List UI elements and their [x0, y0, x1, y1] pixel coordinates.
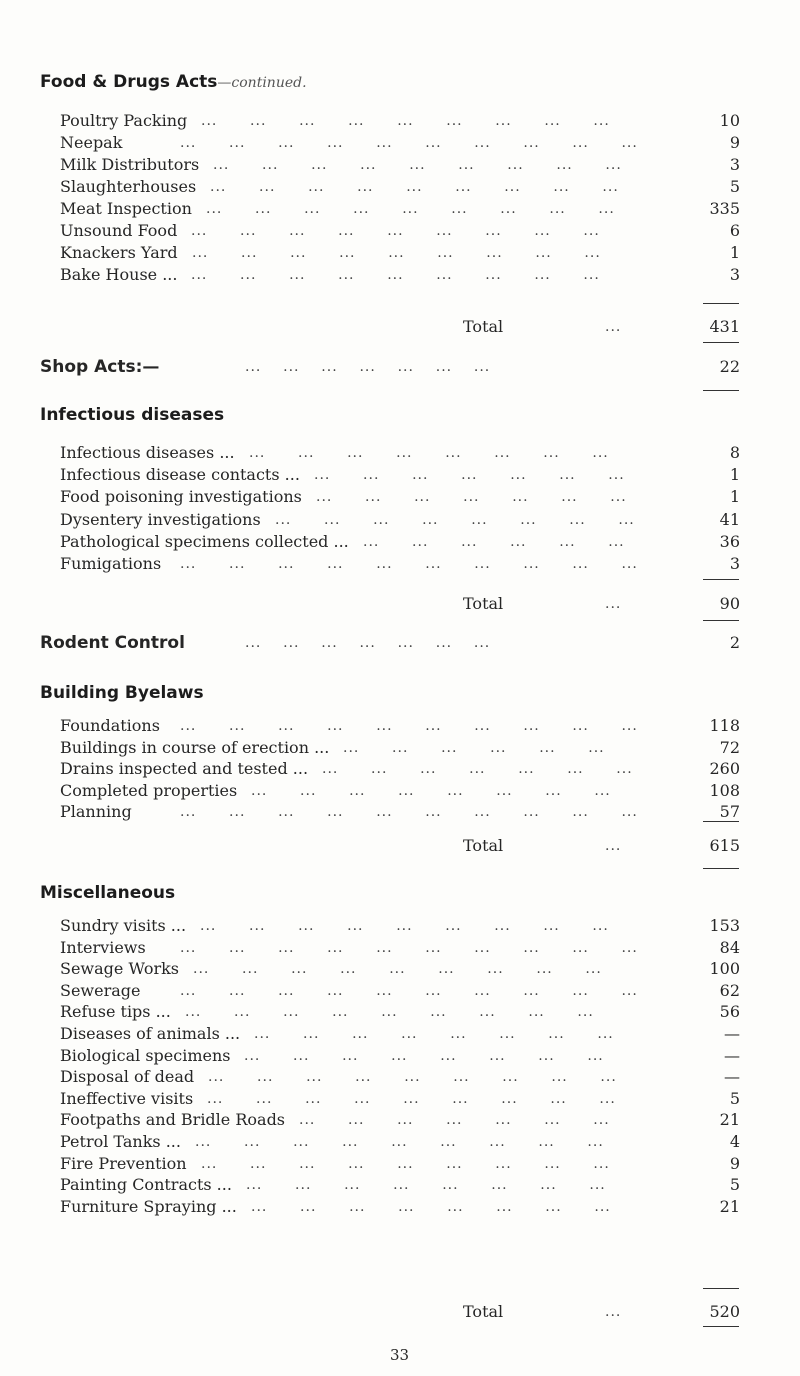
building-row [60, 715, 740, 737]
misc-row-label: Diseases of animals ... [60, 1024, 241, 1043]
misc-heading: Miscellaneous [40, 883, 176, 903]
leader-dots: ... ... ... ... ... ... ... ... [251, 1198, 611, 1215]
infectious-row-value: 3 [729, 554, 740, 573]
food-drugs-row-label: Milk Distributors [60, 155, 200, 174]
food-drugs-row [60, 220, 740, 242]
leader-dots: ... ... ... ... ... ... ... ... ... [208, 1069, 617, 1086]
total-rule [703, 1326, 739, 1327]
infectious-row-value: 36 [719, 531, 740, 551]
leader-dots: ... ... ... ... ... ... ... ... ... [201, 113, 610, 129]
misc-row [60, 1131, 740, 1153]
total-value: 90 [719, 594, 740, 613]
total-rule [703, 1288, 739, 1289]
building-total [60, 835, 740, 857]
leader-dots: ... ... ... ... ... ... ... ... ... [195, 1134, 604, 1150]
total-label: Total [463, 836, 504, 855]
food-drugs-row-value: 3 [729, 155, 740, 174]
total-rule [703, 342, 739, 343]
food-drugs-row-value: 5 [729, 177, 740, 196]
misc-row [60, 1196, 740, 1218]
misc-row-value: 9 [729, 1153, 740, 1173]
infectious-row [60, 531, 740, 553]
total-label: Total [463, 1302, 504, 1321]
food-drugs-row-value: 6 [729, 221, 740, 240]
misc-row-value: 4 [729, 1132, 740, 1151]
leader-dots: ... ... ... ... ... ... ... ... ... [191, 267, 600, 283]
building-row-label: Completed properties [60, 780, 238, 800]
building-row-label: Buildings in course of erection ... [60, 737, 330, 757]
shop-acts-heading: Shop Acts:— [40, 357, 160, 377]
total-label: Total [463, 317, 504, 336]
misc-row-label: Painting Contracts ... [60, 1175, 232, 1195]
building-row-label: Foundations [60, 716, 160, 735]
building-row-label: Planning [60, 802, 132, 821]
misc-row-value: 5 [729, 1175, 740, 1195]
food-drugs-row-value: 9 [729, 133, 740, 152]
infectious-heading: Infectious diseases [40, 405, 225, 425]
leader-dots: ... ... ... ... ... ... ... ... ... [191, 223, 600, 239]
leader-dots: ... ... ... ... ... ... ... ... ... ... [180, 556, 638, 572]
infectious-row [60, 442, 740, 464]
misc-row-label: Interviews [60, 937, 146, 957]
food-drugs-row-value: 10 [719, 111, 740, 130]
total-rule [703, 303, 739, 304]
leader-dots: ... ... ... ... ... ... ... ... [254, 1026, 614, 1042]
leader-dots: ... [605, 319, 622, 335]
infectious-row-label: Food poisoning investigations [60, 487, 302, 507]
misc-row-value: 153 [709, 916, 740, 935]
misc-row-label: Disposal of dead [60, 1067, 195, 1087]
leader-dots: ... ... ... ... ... ... ... ... ... [201, 1155, 610, 1172]
leader-dots: ... ... ... ... ... ... ... ... [244, 1047, 604, 1064]
leader-dots: ... ... ... ... ... ... [363, 533, 625, 550]
rodent-value: 2 [729, 633, 740, 652]
infectious-row [60, 553, 740, 575]
leader-dots: ... ... ... ... ... ... ... ... ... [193, 961, 602, 978]
infectious-row [60, 509, 740, 531]
misc-row [60, 937, 740, 959]
infectious-row-label: Dysentery investigations [60, 509, 261, 529]
leader-dots: ... ... ... ... ... ... ... [322, 761, 633, 777]
misc-row-value: 5 [729, 1088, 740, 1108]
building-row-value: 118 [709, 716, 740, 735]
misc-row-label: Refuse tips ... [60, 1002, 171, 1022]
leader-dots: ... [605, 838, 622, 854]
misc-row [60, 1001, 740, 1023]
leader-dots: ... ... ... ... ... ... ... ... ... [207, 1090, 616, 1107]
misc-row-value: — [724, 1067, 740, 1087]
leader-dots: ... ... ... ... ... ... ... ... ... ... [180, 718, 638, 734]
food-drugs-row-value: 1 [729, 243, 740, 262]
building-row-value: 72 [719, 737, 740, 757]
building-row [60, 737, 740, 759]
food-drugs-row-label: Neepak [60, 133, 123, 152]
shop-acts-row [40, 355, 740, 379]
misc-row [60, 980, 740, 1002]
total-rule [703, 821, 739, 822]
food-drugs-row [60, 198, 740, 220]
infectious-row [60, 464, 740, 486]
food-drugs-row [60, 242, 740, 264]
food-drugs-row-label: Bake House ... [60, 265, 178, 284]
misc-row-value: 100 [709, 959, 740, 979]
building-heading: Building Byelaws [40, 683, 204, 703]
building-row-value: 260 [709, 759, 740, 778]
food-drugs-row-value: 3 [729, 265, 740, 284]
food-drugs-heading [40, 72, 307, 92]
leader-dots: ... ... ... ... ... ... ... [316, 489, 627, 506]
building-row [60, 780, 740, 802]
misc-row-label: Sewerage [60, 980, 141, 1000]
leader-dots: ... ... ... ... ... ... ... ... ... ... [180, 135, 638, 151]
misc-row [60, 1066, 740, 1088]
leader-dots: ... ... ... ... ... ... ... ... ... [213, 157, 622, 173]
infectious-row-label: Infectious disease contacts ... [60, 465, 300, 485]
misc-row-value: 62 [719, 980, 740, 1000]
misc-row-value: 84 [719, 937, 740, 957]
continued-label: —continued. [217, 75, 307, 91]
leader-dots: ... ... ... ... ... ... ... [314, 467, 625, 484]
food-drugs-row [60, 110, 740, 132]
misc-row [60, 1045, 740, 1067]
total-value: 520 [709, 1302, 740, 1321]
misc-row-label: Sundry visits ... [60, 916, 187, 935]
leader-dots: ... ... ... ... ... ... ... ... ... [185, 1004, 594, 1021]
infectious-row-label: Infectious diseases ... [60, 443, 235, 462]
misc-row-label: Ineffective visits [60, 1088, 194, 1108]
misc-row [60, 915, 740, 937]
misc-total [60, 1301, 740, 1323]
total-rule [703, 868, 739, 869]
misc-row [60, 1088, 740, 1110]
misc-row-value: 56 [719, 1002, 740, 1022]
food-drugs-row [60, 264, 740, 286]
leader-dots: ... ... ... ... ... ... ... ... [275, 511, 635, 528]
building-row-label: Drains inspected and tested ... [60, 759, 309, 778]
food-drugs-row-label: Slaughterhouses [60, 177, 197, 196]
food-drugs-heading-text: Food & Drugs Acts [40, 72, 218, 92]
building-row-value: 108 [709, 780, 740, 800]
building-row [60, 758, 740, 780]
misc-row [60, 1109, 740, 1131]
leader-dots: ... ... ... ... ... ... ... [245, 635, 491, 651]
food-drugs-row-label: Unsound Food [60, 221, 178, 240]
total-label: Total [463, 594, 504, 613]
misc-row-label: Furniture Spraying ... [60, 1196, 237, 1216]
food-drugs-row [60, 132, 740, 154]
infectious-row-value: 1 [729, 465, 740, 485]
food-drugs-row-label: Poultry Packing [60, 111, 188, 130]
misc-row [60, 1174, 740, 1196]
leader-dots: ... ... ... ... ... ... ... ... ... [210, 179, 619, 195]
page-number: 33 [390, 1346, 410, 1364]
leader-dots: ... ... ... ... ... ... ... ... ... [206, 201, 615, 217]
rodent-row [40, 631, 740, 655]
total-rule [703, 390, 739, 391]
infectious-row-value: 8 [729, 443, 740, 462]
infectious-total [60, 593, 740, 615]
leader-dots: ... ... ... ... ... ... [343, 739, 605, 756]
infectious-row-value: 1 [729, 487, 740, 507]
food-drugs-row-value: 335 [709, 199, 740, 218]
misc-row-label: Petrol Tanks ... [60, 1132, 181, 1151]
total-rule [703, 620, 739, 621]
leader-dots: ... [605, 596, 622, 612]
misc-row-value: — [724, 1024, 740, 1043]
food-drugs-row-label: Knackers Yard [60, 243, 178, 262]
misc-row-label: Sewage Works [60, 959, 180, 979]
leader-dots: ... ... ... ... ... ... ... ... ... ... [180, 804, 638, 820]
misc-row-label: Fire Prevention [60, 1153, 187, 1173]
misc-row [60, 1023, 740, 1045]
leader-dots: ... ... ... ... ... ... ... [245, 359, 491, 375]
total-value: 431 [709, 317, 740, 336]
total-rule [703, 579, 739, 580]
misc-row [60, 958, 740, 980]
building-row-value: 57 [719, 802, 740, 821]
leader-dots: ... ... ... ... ... ... ... ... [246, 1177, 606, 1194]
leader-dots: ... [605, 1304, 622, 1320]
misc-row-label: Biological specimens [60, 1045, 231, 1065]
food-drugs-total [60, 316, 740, 338]
leader-dots: ... ... ... ... ... ... ... ... ... [200, 918, 609, 934]
infectious-row-value: 41 [719, 509, 740, 529]
misc-row [60, 1153, 740, 1175]
leader-dots: ... ... ... ... ... ... ... ... ... ... [180, 982, 638, 999]
food-drugs-row-label: Meat Inspection [60, 199, 192, 218]
rodent-heading: Rodent Control [40, 633, 185, 653]
food-drugs-row [60, 154, 740, 176]
infectious-row-label: Pathological specimens collected ... [60, 531, 349, 551]
shop-acts-value: 22 [719, 357, 740, 376]
infectious-row-label: Fumigations [60, 554, 162, 573]
leader-dots: ... ... ... ... ... ... ... [299, 1112, 610, 1129]
leader-dots: ... ... ... ... ... ... ... ... ... ... [180, 939, 638, 956]
misc-row-value: — [724, 1045, 740, 1065]
infectious-row [60, 486, 740, 508]
misc-row-value: 21 [719, 1196, 740, 1216]
leader-dots: ... ... ... ... ... ... ... ... [251, 782, 611, 799]
misc-row-value: 21 [719, 1110, 740, 1130]
food-drugs-row [60, 176, 740, 198]
leader-dots: ... ... ... ... ... ... ... ... [249, 445, 609, 461]
misc-row-label: Footpaths and Bridle Roads [60, 1110, 286, 1130]
building-row [60, 801, 740, 823]
leader-dots: ... ... ... ... ... ... ... ... ... [192, 245, 601, 261]
total-value: 615 [709, 836, 740, 855]
